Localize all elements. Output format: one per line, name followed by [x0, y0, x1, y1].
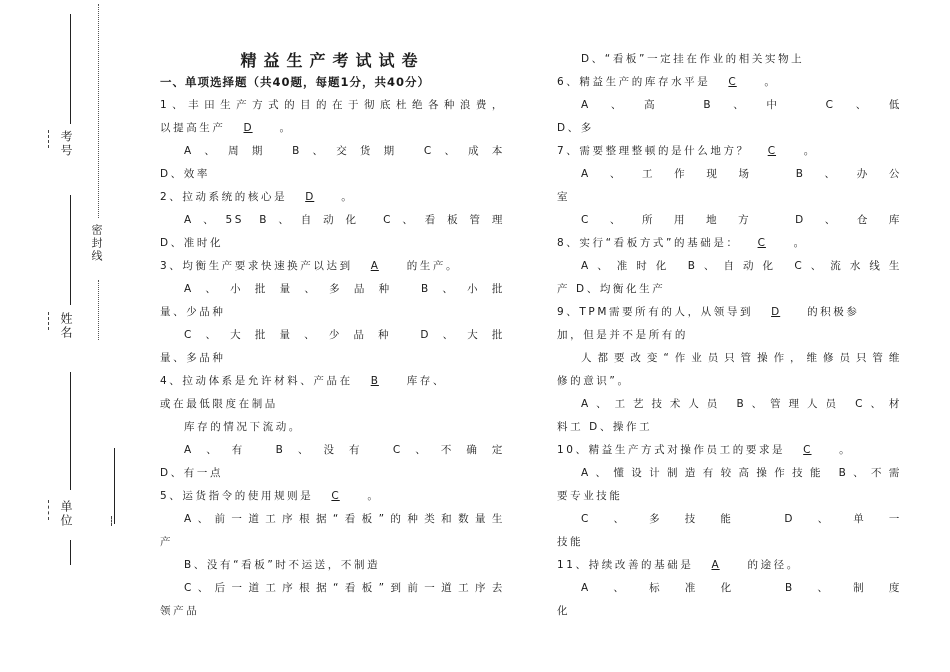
question-text-tail: 。: [793, 237, 807, 249]
seal-dotted-line-top: [98, 4, 99, 218]
answer-blank: C: [757, 237, 766, 249]
answer-blank: D: [305, 191, 315, 203]
question-line: [557, 232, 902, 255]
question-line: A、前一道工序根据“看板”的种类和数量生: [184, 513, 505, 525]
question-text-tail: 库存、: [406, 375, 446, 387]
fold-line-1: [114, 448, 115, 524]
answer-blank: C: [331, 490, 340, 502]
unit-label: 单位: [59, 500, 73, 528]
question-line: A、懂设计制造有较高操作技能 B、不需: [581, 467, 902, 479]
question-line: [160, 117, 505, 140]
seal-line-label: 密封线: [90, 224, 103, 263]
question-text: 3、均衡生产要求快速换产以达到: [160, 260, 353, 272]
question-line: 修的意识”。: [557, 375, 631, 387]
question-text-tail: 。: [803, 145, 817, 157]
question-text: 11、持续改善的基础是: [557, 559, 694, 571]
question-line: 库存的情况下流动。: [184, 421, 302, 433]
question-line: D、多: [557, 122, 594, 134]
question-line: A、5S B、自动化 C、看板管理: [184, 214, 505, 226]
question-line: 料工 D、操作工: [557, 421, 653, 433]
seal-dotted-line-bottom: [98, 280, 99, 340]
unit-line: [70, 540, 71, 565]
answer-blank: A: [370, 260, 379, 272]
question-line: C、后一道工序根据“看板”到前一道工序去: [184, 582, 505, 594]
section-heading: 一、单项选择题（共40题，每题1分，共40分）: [160, 75, 431, 89]
question-text: 以提高生产: [160, 122, 226, 134]
exam-title: 精益生产考试试卷: [240, 51, 425, 70]
question-line: A、工艺技术人员 B、管理人员 C、材: [581, 398, 902, 410]
answer-blank: D: [771, 306, 781, 318]
question-line: D、有一点: [160, 467, 224, 479]
question-text: 5、运货指令的使用规则是: [160, 490, 314, 502]
question-line: D、准时化: [160, 237, 224, 249]
left-dash-2: [48, 312, 49, 330]
question-line: A、标准化 B、制度: [581, 582, 902, 594]
question-text: 7、需要整理整顿的是什么地方？: [557, 145, 750, 157]
question-line: C、所用地方 D、仓库: [581, 214, 902, 226]
question-line: A、高 B、中 C、低: [581, 99, 902, 111]
question-line: C、大批量、少品种 D、大批: [184, 329, 505, 341]
question-line: D、效率: [160, 168, 210, 180]
question-text-tail: 。: [764, 76, 778, 88]
question-line: A、工作现场 B、办公: [581, 168, 902, 180]
question-text: 8、实行“看板方式”的基础是：: [557, 237, 740, 249]
question-line: 领产品: [160, 605, 200, 617]
question-line: 量、少品种: [160, 306, 226, 318]
question-line: C、多技能 D、单一: [581, 513, 902, 525]
question-text: 6、精益生产的库存水平是: [557, 76, 711, 88]
question-line: 化: [557, 605, 571, 617]
exam-no-line: [70, 14, 71, 124]
answer-blank: C: [728, 76, 737, 88]
name-line-bottom: [70, 372, 71, 490]
question-line: [557, 301, 902, 324]
question-line: [557, 439, 902, 462]
name-label: 姓名: [59, 312, 73, 340]
question-line: A、有 B、没有 C、不确定: [184, 444, 505, 456]
question-line: D、“看板”一定挂在作业的相关实物上: [581, 53, 805, 65]
name-line-top: [70, 195, 71, 305]
question-line: [557, 140, 902, 163]
question-text-tail: 。: [279, 122, 293, 134]
answer-blank: C: [767, 145, 777, 157]
question-text: 2、拉动系统的核心是: [160, 191, 288, 203]
question-text-tail: 的积极参: [807, 306, 860, 318]
question-line: 要专业技能: [557, 490, 623, 502]
question-text-tail: 。: [341, 191, 355, 203]
question-line: A、周期 B、交货期 C、成本: [184, 145, 505, 157]
question-line: 1、丰田生产方式的目的在于彻底杜绝各种浪费，: [160, 99, 505, 111]
question-text: 9、TPM需要所有的人，从领导到: [557, 306, 754, 318]
question-line: [160, 186, 505, 209]
question-line: A、小批量、多品种 B、小批: [184, 283, 505, 295]
question-line: [160, 255, 505, 278]
fold-dash: [111, 516, 112, 526]
question-text-tail: 的途径。: [747, 559, 800, 571]
answer-blank: D: [243, 122, 253, 134]
left-question-list: [160, 94, 505, 623]
question-line: 产: [160, 536, 174, 548]
question-line: [160, 485, 505, 508]
answer-blank: A: [711, 559, 720, 571]
question-line: 量、多品种: [160, 352, 226, 364]
question-line: 室: [557, 191, 571, 203]
answer-blank: B: [370, 375, 379, 387]
question-text: 4、拉动体系是允许材料、产品在: [160, 375, 353, 387]
question-text-tail: 。: [367, 490, 381, 502]
question-line: 技能: [557, 536, 584, 548]
right-question-list: [557, 48, 902, 623]
exam-no-label: 考号: [59, 130, 73, 158]
question-text: 10、精益生产方式对操作员工的要求是: [557, 444, 786, 456]
question-text-tail: 。: [839, 444, 853, 456]
question-line: A、准时化 B、自动化 C、流水线生: [581, 260, 902, 272]
question-line: 或在最低限度在制品: [160, 398, 278, 410]
question-line: [557, 71, 902, 94]
question-line: 产 D、均衡化生产: [557, 283, 666, 295]
question-line: B、没有“看板”时不运送，不制造: [184, 559, 381, 571]
answer-blank: C: [803, 444, 812, 456]
left-dash-1: [48, 130, 49, 148]
question-line: [557, 554, 902, 577]
question-line: [160, 370, 505, 393]
question-line: 人都要改变“作业员只管操作，维修员只管维: [581, 352, 902, 364]
left-dash-3: [48, 500, 49, 520]
question-text-tail: 的生产。: [406, 260, 460, 272]
question-line: 加，但是并不是所有的: [557, 329, 688, 341]
